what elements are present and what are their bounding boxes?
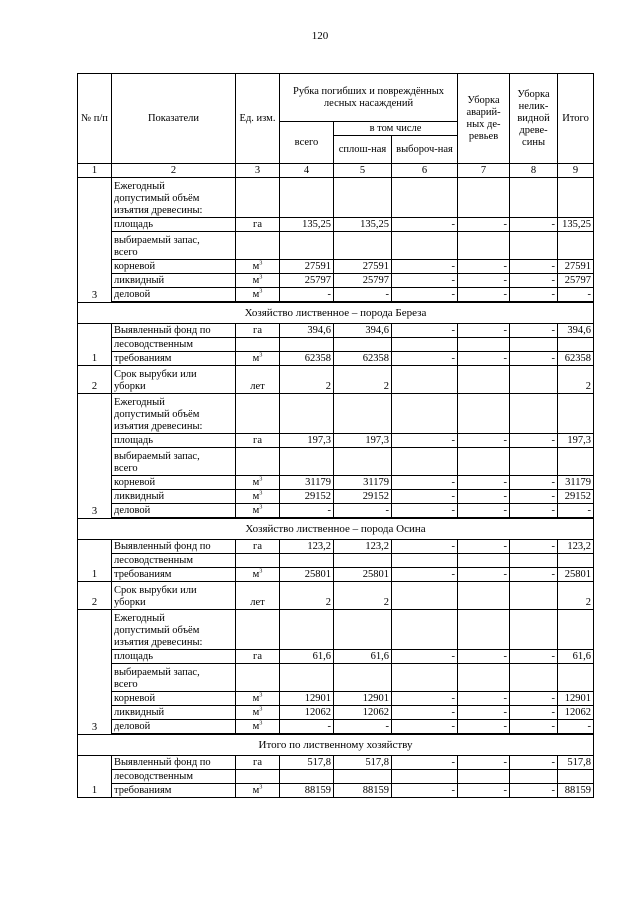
table-cell: - (392, 434, 458, 448)
table-cell: - (458, 756, 510, 770)
table-cell (458, 610, 510, 650)
table-cell: - (458, 568, 510, 582)
table-cell: Ежегодный допустимый объём изъятия древесины: (112, 610, 236, 650)
table-cell (458, 394, 510, 434)
colnum: 6 (392, 164, 458, 178)
table-cell: - (510, 784, 558, 798)
table-cell: - (458, 720, 510, 734)
table-cell: 12062 (334, 706, 392, 720)
table-row (78, 784, 594, 798)
table-cell: - (458, 218, 510, 232)
table-cell: 61,6 (280, 650, 334, 664)
table-cell: $м^3$ (236, 260, 280, 274)
row-number: 3 (78, 178, 112, 303)
table-cell: выбираемый запас, всего (112, 664, 236, 692)
table-cell: 61,6 (558, 650, 594, 664)
table-cell (510, 554, 558, 568)
table-cell: - (392, 692, 458, 706)
table-cell (458, 178, 510, 218)
table-cell: лет (236, 366, 280, 394)
table-cell: $м^3$ (236, 692, 280, 706)
table-cell: - (392, 352, 458, 366)
table-row (78, 756, 594, 770)
table-cell: - (510, 692, 558, 706)
table-cell: 517,8 (334, 756, 392, 770)
table-cell: 123,2 (334, 540, 392, 554)
table-cell: лесоводственным (112, 770, 236, 784)
table-cell: 29152 (280, 490, 334, 504)
table-cell: требованиям (112, 568, 236, 582)
table-cell: лет (236, 582, 280, 610)
table-cell (392, 394, 458, 434)
table-cell: 123,2 (558, 540, 594, 554)
table-cell: требованиям (112, 352, 236, 366)
table-cell: 25797 (280, 274, 334, 288)
table-cell: 135,25 (280, 218, 334, 232)
section-row (78, 519, 594, 540)
table-cell (558, 664, 594, 692)
colnum: 1 (78, 164, 112, 178)
table-cell: - (510, 434, 558, 448)
table-cell: га (236, 540, 280, 554)
header-selective: выбороч-ная (392, 136, 458, 164)
indicator-label: ликвидный (112, 274, 236, 288)
table-cell: Выявленный фонд по (112, 756, 236, 770)
table-row (78, 394, 594, 434)
table-cell: - (458, 692, 510, 706)
table-cell: - (458, 352, 510, 366)
table-cell: - (510, 274, 558, 288)
table-cell: $м^3$ (236, 288, 280, 302)
table-cell: - (510, 352, 558, 366)
table-cell: 3 (78, 394, 112, 519)
table-cell: 62358 (334, 352, 392, 366)
table-row (78, 554, 594, 568)
header-row-1 (78, 74, 594, 122)
table-cell: 25801 (558, 568, 594, 582)
table-cell: - (510, 540, 558, 554)
table-cell (510, 366, 558, 394)
table-cell: 2 (334, 582, 392, 610)
table-cell: $м^3$ (236, 720, 280, 734)
table-cell: - (392, 784, 458, 798)
table-row (78, 324, 594, 338)
table-cell: - (458, 504, 510, 518)
table-cell: - (392, 274, 458, 288)
section-title-total: Итого по лиственному хозяйству (78, 735, 594, 756)
table-cell: 394,6 (334, 324, 392, 338)
table-cell (510, 178, 558, 218)
table-cell: - (334, 288, 392, 302)
colnum: 9 (558, 164, 594, 178)
table-cell: 1 (78, 324, 112, 366)
table-cell: - (334, 504, 392, 518)
table-cell (280, 664, 334, 692)
colnum: 2 (112, 164, 236, 178)
table-row (78, 504, 594, 518)
table-cell (510, 582, 558, 610)
table-cell: 25797 (558, 274, 594, 288)
column-numbers-row (78, 164, 594, 178)
table-row (78, 568, 594, 582)
table-row (78, 490, 594, 504)
table-cell: деловой (112, 720, 236, 734)
table-cell: Срок вырубки или уборки (112, 366, 236, 394)
table-cell (458, 232, 510, 260)
table-cell (510, 610, 558, 650)
table-cell: - (392, 260, 458, 274)
table-cell: - (458, 650, 510, 664)
table-cell: - (392, 568, 458, 582)
indicator-label: корневой (112, 260, 236, 274)
table-cell: 12901 (558, 692, 594, 706)
table-cell: - (458, 706, 510, 720)
table-cell: - (510, 568, 558, 582)
table-cell: 123,2 (280, 540, 334, 554)
table-cell (392, 448, 458, 476)
table-cell: - (280, 720, 334, 734)
table-cell (236, 610, 280, 650)
indicator-label: деловой (112, 288, 236, 302)
table-cell (236, 554, 280, 568)
table-row (78, 338, 594, 352)
table-cell: лесоводственным (112, 554, 236, 568)
table-cell: - (510, 756, 558, 770)
table-cell (510, 664, 558, 692)
table-cell: 88159 (334, 784, 392, 798)
table-cell (558, 448, 594, 476)
table-cell (458, 582, 510, 610)
table-cell: - (510, 218, 558, 232)
table-row (78, 178, 594, 218)
table-cell (236, 338, 280, 352)
table-cell (334, 232, 392, 260)
table-cell: 31179 (334, 476, 392, 490)
indicator-label: Ежегодный допустимый объём изъятия древесины: (112, 178, 236, 218)
indicator-label: площадь (112, 218, 236, 232)
table-cell: требованиям (112, 784, 236, 798)
table-cell: 62358 (558, 352, 594, 366)
table-row (78, 352, 594, 366)
table-cell: 2 (334, 366, 392, 394)
table-cell: 2 (558, 582, 594, 610)
table-cell: 27591 (280, 260, 334, 274)
table-row (78, 770, 594, 784)
table-row (78, 476, 594, 490)
table-cell: 2 (280, 582, 334, 610)
header-indicators: Показатели (112, 74, 236, 164)
table-row (78, 434, 594, 448)
table-cell: - (280, 504, 334, 518)
table-cell (236, 770, 280, 784)
table-cell: 12062 (280, 706, 334, 720)
table-cell: - (458, 476, 510, 490)
table-cell: - (458, 784, 510, 798)
colnum: 4 (280, 164, 334, 178)
table-cell: Срок вырубки или уборки (112, 582, 236, 610)
table-cell (280, 448, 334, 476)
table-cell: 135,25 (334, 218, 392, 232)
table-cell: га (236, 756, 280, 770)
table-cell: 2 (280, 366, 334, 394)
header-windfall: Уборка аварий-ных де-ревьев (458, 74, 510, 164)
table-cell: 197,3 (558, 434, 594, 448)
table-cell (236, 232, 280, 260)
page-number: 120 (311, 30, 329, 42)
table-cell (558, 178, 594, 218)
table-cell: деловой (112, 504, 236, 518)
table-cell: - (392, 756, 458, 770)
header-num: № п/п (78, 74, 112, 164)
table-cell: 31179 (558, 476, 594, 490)
table-cell (334, 338, 392, 352)
table-cell (558, 554, 594, 568)
table-cell: $м^3$ (236, 706, 280, 720)
table-cell (280, 770, 334, 784)
colnum: 3 (236, 164, 280, 178)
table-cell: 29152 (334, 490, 392, 504)
table-cell: - (334, 720, 392, 734)
table-cell: 197,3 (334, 434, 392, 448)
table-cell: 1 (78, 756, 112, 798)
table-cell: 61,6 (334, 650, 392, 664)
table-cell (280, 554, 334, 568)
table-cell: Выявленный фонд по (112, 324, 236, 338)
table-cell: - (392, 218, 458, 232)
table-cell: - (558, 288, 594, 302)
table-cell (392, 664, 458, 692)
header-unit: Ед. изм. (236, 74, 280, 164)
table-cell: 88159 (280, 784, 334, 798)
table-cell: - (392, 490, 458, 504)
table-cell: - (392, 288, 458, 302)
table-cell (334, 610, 392, 650)
table-cell (558, 338, 594, 352)
table-cell: 88159 (558, 784, 594, 798)
table-cell: ликвидный (112, 706, 236, 720)
section-title-aspen: Хозяйство лиственное – порода Осина (78, 519, 594, 540)
table-cell (458, 554, 510, 568)
table-cell: 62358 (280, 352, 334, 366)
table-cell: - (392, 476, 458, 490)
table-row (78, 664, 594, 692)
table-cell (458, 338, 510, 352)
table-cell: - (510, 650, 558, 664)
table-cell (392, 178, 458, 218)
table-row (78, 260, 594, 274)
table-cell: 25801 (280, 568, 334, 582)
table-cell: 25797 (334, 274, 392, 288)
table-cell (334, 770, 392, 784)
table-cell (280, 610, 334, 650)
table-cell: 27591 (558, 260, 594, 274)
table-cell: - (458, 274, 510, 288)
table-cell (236, 178, 280, 218)
table-cell: - (458, 324, 510, 338)
table-cell: га (236, 218, 280, 232)
header-group: Рубка погибших и повреждённых лесных насаждений (280, 74, 458, 122)
table-cell (236, 448, 280, 476)
table-cell: 25801 (334, 568, 392, 582)
table-cell: $м^3$ (236, 784, 280, 798)
table-cell: 517,8 (558, 756, 594, 770)
table-cell: $м^3$ (236, 490, 280, 504)
header-solid: сплош-ная (334, 136, 392, 164)
table-cell: - (510, 476, 558, 490)
table-cell (558, 770, 594, 784)
table-row (78, 582, 594, 610)
table-cell (558, 394, 594, 434)
table-cell (392, 554, 458, 568)
table-cell: - (458, 434, 510, 448)
table-cell: - (392, 540, 458, 554)
table-cell (280, 178, 334, 218)
table-row (78, 540, 594, 554)
table-cell (510, 394, 558, 434)
table-row (78, 366, 594, 394)
table-cell: $м^3$ (236, 504, 280, 518)
table-cell: га (236, 324, 280, 338)
table-cell: $м^3$ (236, 352, 280, 366)
table-cell: - (458, 260, 510, 274)
table-cell (334, 664, 392, 692)
table-cell (392, 232, 458, 260)
table-cell (236, 394, 280, 434)
table-row (78, 720, 594, 734)
table-cell (458, 448, 510, 476)
table-cell (510, 232, 558, 260)
table-cell: корневой (112, 692, 236, 706)
table-cell: 394,6 (280, 324, 334, 338)
table-cell (392, 770, 458, 784)
section-row (78, 303, 594, 324)
table-cell: - (510, 490, 558, 504)
table-cell (392, 366, 458, 394)
table-cell (334, 394, 392, 434)
colnum: 7 (458, 164, 510, 178)
colnum: 5 (334, 164, 392, 178)
table-cell: $м^3$ (236, 568, 280, 582)
table-cell (510, 448, 558, 476)
table-cell: - (510, 288, 558, 302)
table-cell: ликвидный (112, 490, 236, 504)
table-cell: га (236, 434, 280, 448)
table-row (78, 232, 594, 260)
table-cell: га (236, 650, 280, 664)
logging-table (77, 73, 594, 798)
table-row (78, 274, 594, 288)
header-total-sub: всего (280, 122, 334, 164)
table-cell: 29152 (558, 490, 594, 504)
table-cell (458, 770, 510, 784)
colnum: 8 (510, 164, 558, 178)
table-cell: - (458, 288, 510, 302)
table-cell: 3 (78, 610, 112, 735)
table-cell: - (392, 504, 458, 518)
table-cell: - (510, 324, 558, 338)
table-cell: 2 (558, 366, 594, 394)
table-cell: 12062 (558, 706, 594, 720)
table-cell (236, 664, 280, 692)
section-row (78, 735, 594, 756)
table-cell: площадь (112, 434, 236, 448)
table-row (78, 218, 594, 232)
table-cell (334, 554, 392, 568)
table-cell: лесоводственным (112, 338, 236, 352)
table-row (78, 706, 594, 720)
table-cell (558, 232, 594, 260)
table-cell: площадь (112, 650, 236, 664)
table-cell (392, 610, 458, 650)
table-cell: - (510, 706, 558, 720)
table-cell: 2 (78, 582, 112, 610)
table-cell (280, 394, 334, 434)
table-row (78, 692, 594, 706)
table-cell: - (558, 504, 594, 518)
table-cell (280, 338, 334, 352)
table-cell: 1 (78, 540, 112, 582)
table-cell (510, 338, 558, 352)
header-incl: в том числе (334, 122, 458, 136)
table-cell: Ежегодный допустимый объём изъятия древесины: (112, 394, 236, 434)
header-nonliquid: Уборка нелик-видной древе-сины (510, 74, 558, 164)
table-cell: 197,3 (280, 434, 334, 448)
table-cell: 135,25 (558, 218, 594, 232)
table-cell: 31179 (280, 476, 334, 490)
table-cell: - (510, 720, 558, 734)
table-cell: - (458, 490, 510, 504)
table-cell: выбираемый запас, всего (112, 448, 236, 476)
table-cell: - (392, 650, 458, 664)
table-cell: $м^3$ (236, 274, 280, 288)
table-cell (334, 448, 392, 476)
table-cell: 12901 (334, 692, 392, 706)
table-cell (458, 366, 510, 394)
table-cell (558, 610, 594, 650)
table-row (78, 288, 594, 302)
table-cell: $м^3$ (236, 476, 280, 490)
table-cell: 27591 (334, 260, 392, 274)
table-cell: 2 (78, 366, 112, 394)
table-cell (458, 664, 510, 692)
header-itogo: Итого (558, 74, 594, 164)
table-cell: - (558, 720, 594, 734)
table-row (78, 448, 594, 476)
table-cell (334, 178, 392, 218)
table-cell: 394,6 (558, 324, 594, 338)
table-cell: - (458, 540, 510, 554)
section-title-birch: Хозяйство лиственное – порода Береза (78, 303, 594, 324)
indicator-label: выбираемый запас, всего (112, 232, 236, 260)
table-row (78, 610, 594, 650)
table-cell: - (392, 720, 458, 734)
table-cell: Выявленный фонд по (112, 540, 236, 554)
table-cell: - (392, 324, 458, 338)
table-cell (280, 232, 334, 260)
table-cell: 517,8 (280, 756, 334, 770)
table-cell (392, 582, 458, 610)
table-cell: - (392, 706, 458, 720)
table-cell: 12901 (280, 692, 334, 706)
table-cell: корневой (112, 476, 236, 490)
table-cell: - (510, 260, 558, 274)
table-cell (392, 338, 458, 352)
table-cell (510, 770, 558, 784)
table-cell: - (280, 288, 334, 302)
table-row (78, 650, 594, 664)
table-cell: - (510, 504, 558, 518)
